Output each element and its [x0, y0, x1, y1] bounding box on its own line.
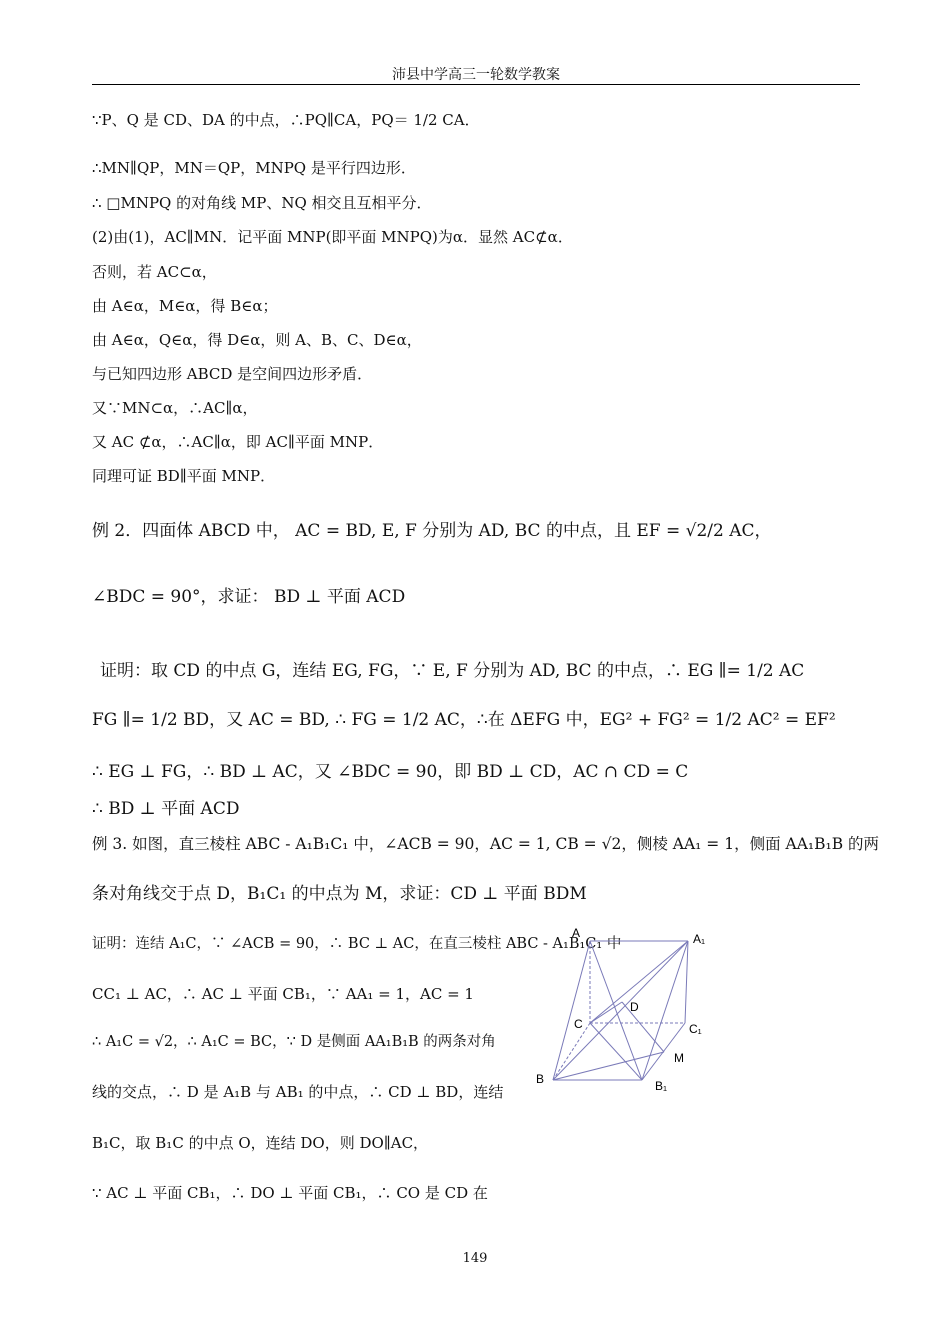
label-a: A	[572, 926, 581, 940]
proof-line-9: 又∵MN⊂α，∴AC∥α，	[92, 399, 258, 417]
example-3-proof-1: 证明：连结 A₁C，∵ ∠ACB = 90，∴ BC ⊥ AC，在直三棱柱 ABC - A₁B₁C₁ 中	[92, 936, 622, 952]
edge-a-b	[553, 941, 590, 1080]
label-d: D	[630, 1000, 639, 1014]
proof-line-2: ∴MN∥QP，MN＝QP，MNPQ 是平行四边形．	[92, 159, 416, 177]
example-3-proof-5: B₁C，取 B₁C 的中点 O，连结 DO，则 DO∥AC，	[92, 1134, 429, 1152]
edge-a1-c1	[685, 941, 688, 1023]
proof-line-8: 与已知四边形 ABCD 是空间四边形矛盾．	[92, 365, 373, 383]
example-3-proof-4: 线的交点，∴ D 是 A₁B 与 AB₁ 的中点，∴ CD ⊥ BD，连结	[92, 1083, 504, 1101]
proof-line-3: ∴ □MNPQ 的对角线 MP、NQ 相交且互相平分．	[92, 194, 432, 212]
diag-b-a1	[553, 941, 688, 1080]
label-c: C	[574, 1017, 583, 1031]
header-rule	[92, 84, 860, 85]
example-3-proof-2: CC₁ ⊥ AC，∴ AC ⊥ 平面 CB₁，∵ AA₁ = 1，AC = 1	[92, 985, 474, 1003]
label-a1: A₁	[693, 932, 706, 946]
example-2-proof-3: ∴ EG ⊥ FG，∴ BD ⊥ AC，又 ∠BDC = 90，即 BD ⊥ CD，AC ∩ CD = C	[92, 762, 689, 782]
seg-c-b1	[590, 1023, 642, 1080]
hidden-edge-c-b	[553, 1023, 590, 1080]
example-3-statement: 例 3. 如图，直三棱柱 ABC - A₁B₁C₁ 中，∠ACB = 90，AC = 1, CB = √2，侧棱 AA₁ = 1，侧面 AA₁B₁B 的两	[92, 835, 880, 853]
label-b: B	[536, 1072, 545, 1086]
example-2-statement: 例 2．四面体 ABCD 中， AC = BD, E, F 分别为 AD, BC 的中点，且 EF = √2/2 AC，	[92, 521, 772, 541]
proof-line-7: 由 A∈α，Q∈α，得 D∈α，则 A、B、C、D∈α，	[92, 331, 422, 349]
seg-c-a1	[590, 941, 688, 1023]
example-2-conclusion: ∴ BD ⊥ 平面 ACD	[92, 799, 240, 819]
example-2-claim: ∠BDC = 90°，求证： BD ⊥ 平面 ACD	[92, 587, 406, 607]
proof-line-11: 同理可证 BD∥平面 MNP．	[92, 467, 276, 485]
proof-line-5: 否则，若 AC⊂α，	[92, 263, 217, 281]
example-3-claim: 条对角线交于点 D，B₁C₁ 的中点为 M，求证：CD ⊥ 平面 BDM	[92, 884, 587, 904]
label-m: M	[674, 1051, 684, 1065]
example-3-proof-6: ∵ AC ⊥ 平面 CB₁，∴ DO ⊥ 平面 CB₁，∴ CO 是 CD 在	[92, 1184, 488, 1202]
proof-line-1: ∵P、Q 是 CD、DA 的中点，∴PQ∥CA，PQ＝ 1/2 CA．	[92, 111, 480, 129]
example-2-proof-1: 证明：取 CD 的中点 G，连结 EG, FG，∵ E, F 分别为 AD, BC 的中点，∴ EG ∥= 1/2 AC	[100, 661, 805, 681]
proof-line-6: 由 A∈α，M∈α，得 B∈α；	[92, 297, 278, 315]
label-c1: C₁	[689, 1022, 702, 1036]
proof-line-4: (2)由(1)，AC∥MN．记平面 MNP(即平面 MNPQ)为α．显然 AC⊄α．	[92, 228, 573, 246]
example-3-proof-3: ∴ A₁C = √2，∴ A₁C = BC，∵ D 是侧面 AA₁B₁B 的两条对角	[92, 1034, 496, 1050]
seg-b-m	[553, 1052, 664, 1080]
prism-figure	[530, 920, 730, 1100]
label-b1: B₁	[655, 1079, 668, 1093]
page-number: 149	[462, 1251, 488, 1266]
proof-line-10: 又 AC ⊄α，∴AC∥α，即 AC∥平面 MNP．	[92, 433, 384, 451]
example-2-proof-2: FG ∥= 1/2 BD，又 AC = BD, ∴ FG = 1/2 AC，∴在 ΔEFG 中，EG² + FG² = 1/2 AC² = EF²	[92, 710, 836, 730]
page-header: 沛县中学高三一轮数学教案	[392, 67, 560, 83]
